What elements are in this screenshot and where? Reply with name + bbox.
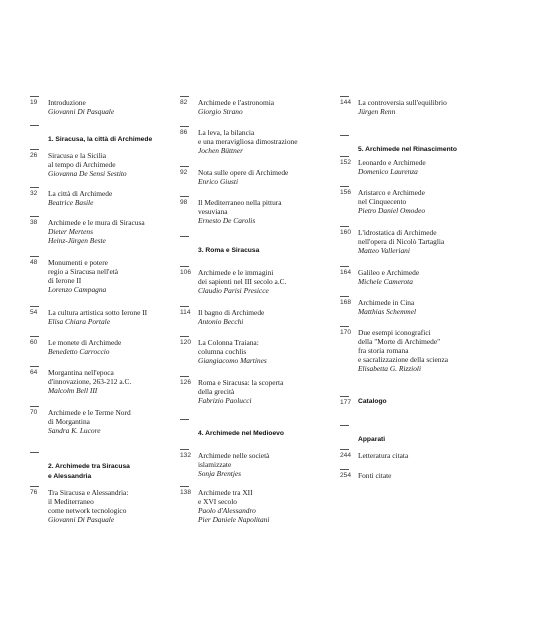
entry-author: Giovanni Di Pasquale [48,107,115,117]
entry-title: Il Mediterraneo nella pittura vesuviana [198,198,282,217]
entry-rule [340,326,349,327]
entry-title: La Colonna Traiana: columna cochlis [198,338,259,357]
entry-author: Giovanna De Sensi Sestito [48,169,127,179]
entry-author: Sonja Brentjes [198,469,242,479]
entry-rule [340,469,349,470]
entry-author: Elisabetta G. Rizzioli [358,364,422,374]
page-number: 70 [30,409,38,416]
page-number: 152 [340,159,352,166]
section-heading: Catalogo [358,398,387,405]
entry-author: Dieter Mertens Heinz-Jürgen Beste [48,227,106,246]
entry-author: Fabrizio Paolucci [198,396,252,406]
entry-author: Elisa Chiara Portale [48,317,111,327]
entry-author: Pietro Daniel Omodeo [358,206,426,216]
entry-rule [30,406,39,407]
page-number: 160 [340,229,352,236]
entry-author: Matthias Schemmel [358,307,417,317]
entry-author: Giorgio Strano [198,107,243,117]
page-number: 144 [340,99,352,106]
page-number: 64 [30,369,38,376]
entry-author: Giovanni Di Pasquale [48,515,115,525]
page-number: 138 [180,489,192,496]
entry-rule [180,266,189,267]
entry-rule [340,226,349,227]
entry-author: Paolo d'Alessandro Pier Daniele Napolitani [198,506,270,525]
page-number: 98 [180,199,188,206]
entry-author: Giangiacomo Martines [198,356,267,366]
entry-rule [180,236,189,237]
entry-title: Archimede e le immagini dei sapienti nel III secolo a.C. [198,268,287,287]
page-number: 168 [340,299,352,306]
entry-title: La cultura artistica sotto Ierone II [48,308,148,317]
entry-author: Matteo Valleriani [358,246,410,256]
entry-author: Jürgen Renn [358,107,396,117]
entry-title: Introduzione [48,98,86,107]
section-heading: 1. Siracusa, la città di Archimede [48,136,153,143]
section-heading: Apparati [358,436,386,443]
entry-title: Archimede e l'astronomia [198,98,275,107]
page-number: 170 [340,329,352,336]
entry-rule [340,96,349,97]
entry-author: Antonio Becchi [198,317,244,327]
entry-rule [30,452,39,453]
entry-rule [340,396,349,397]
entry-author: Michele Camerota [358,277,413,287]
entry-title: Due esempi iconografici della "Morte di Archimede" fra storia romana e sacralizzazione della scienza [358,328,449,365]
entry-author: Beatrice Basile [48,198,94,208]
section-heading: 4. Archimede nel Medioevo [198,430,284,437]
page-number: 92 [180,169,188,176]
entry-title: Galileo e Archimede [358,268,420,277]
entry-rule [180,196,189,197]
page-number: 244 [340,452,352,459]
entry-rule [180,376,189,377]
entry-rule [340,425,349,426]
page-number: 106 [180,269,192,276]
page-number: 254 [340,472,352,479]
entry-title: L'idrostatica di Archimede nell'opera di Nicolò Tartaglia [358,228,445,247]
page-number: 32 [30,190,38,197]
entry-rule [30,336,39,337]
entry-title: La controversia sull'equilibrio [358,98,447,107]
entry-author: Benedetto Carroccio [48,347,110,357]
entry-rule [30,187,39,188]
entry-author: Claudio Parisi Presicce [198,286,269,296]
entry-rule [180,419,189,420]
page-number: 126 [180,379,192,386]
entry-rule [340,135,349,136]
entry-rule [180,306,189,307]
entry-title: Leonardo e Archimede [358,158,426,167]
entry-title: Siracusa e la Sicilia al tempo di Archimede [48,151,116,170]
entry-title: Archimede tra XII e XVI secolo [198,488,253,507]
section-heading: 3. Roma e Siracusa [198,247,260,254]
entry-rule [30,486,39,487]
entry-author: Lorenzo Campagna [48,285,107,295]
entry-title: La città di Archimede [48,189,113,198]
section-heading: 5. Archimede nel Rinascimento [358,146,457,153]
entry-rule [180,166,189,167]
page-number: 54 [30,309,38,316]
entry-rule [340,266,349,267]
page-number: 177 [340,399,352,406]
entry-author: Enrico Giusti [198,177,239,187]
page-number: 86 [180,129,188,136]
entry-rule [340,186,349,187]
entry-title: Monumenti e potere regio a Siracusa nell'età di Ierone II [48,258,119,286]
page-number: 164 [340,269,352,276]
page-number: 156 [340,189,352,196]
entry-title: Le monete di Archimede [48,338,122,347]
entry-author: Sandra K. Lucore [48,426,101,436]
entry-rule [340,449,349,450]
entry-rule [180,126,189,127]
entry-rule [180,486,189,487]
entry-title: Archimede in Cina [358,298,415,307]
entry-title: Tra Siracusa e Alessandria: il Mediterraneo come network tecnologico [48,488,129,516]
entry-title: La leva, la bilancia e una meravigliosa dimostrazione [198,128,298,147]
entry-author: Ernesto De Carolis [198,216,256,226]
page-number: 76 [30,489,38,496]
section-heading: 2. Archimede tra Siracusa e Alessandria [48,463,130,480]
entry-rule [30,216,39,217]
entry-rule [340,156,349,157]
entry-title: Archimede nelle società islamizzate [198,451,270,470]
entry-title: Archimede e le mura di Siracusa [48,218,145,227]
page-number: 132 [180,452,192,459]
page-number: 120 [180,339,192,346]
entry-title: Archimede e le Terme Nord di Morgantina [48,408,131,427]
page-number: 19 [30,99,38,106]
entry-rule [30,366,39,367]
page-number: 82 [180,99,188,106]
entry-author: Jochen Büttner [198,146,243,156]
entry-rule [30,256,39,257]
page-number: 26 [30,152,38,159]
page-number: 60 [30,339,38,346]
entry-title: Letteratura citata [358,451,409,460]
entry-rule [180,449,189,450]
entry-rule [180,96,189,97]
entry-rule [30,306,39,307]
entry-rule [30,149,39,150]
entry-rule [180,336,189,337]
entry-title: Fonti citate [358,471,392,480]
page-number: 48 [30,259,38,266]
entry-rule [30,96,39,97]
entry-title: Morgantina nell'epoca d'innovazione, 263-212 a.C. [48,368,132,387]
page-number: 38 [30,219,38,226]
entry-title: Il bagno di Archimede [198,308,265,317]
page-number: 114 [180,309,191,316]
entry-rule [30,125,39,126]
entry-title: Nota sulle opere di Archimede [198,168,289,177]
entry-author: Domenico Laurenza [358,167,418,177]
entry-author: Malcolm Bell III [48,386,98,396]
entry-title: Aristarco e Archimede nel Cinquecento [358,188,425,207]
entry-rule [340,296,349,297]
entry-title: Roma e Siracusa: la scoperta della grecità [198,378,284,397]
